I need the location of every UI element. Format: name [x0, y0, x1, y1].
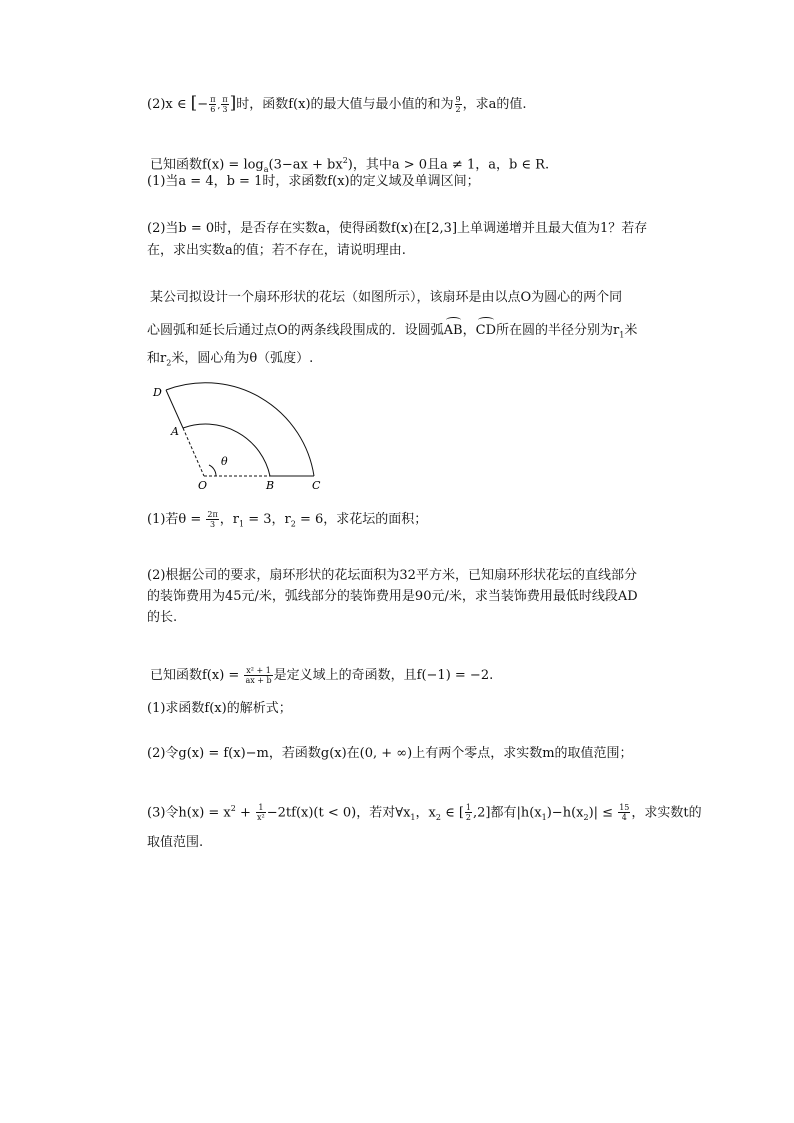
q3-stem-line2 — [147, 322, 637, 345]
q3-stem-line3 — [147, 350, 313, 373]
sector-ring-figure — [145, 380, 335, 495]
arc-ab: AB — [443, 323, 463, 338]
q4-p3-int-den: 2 — [465, 813, 471, 823]
q3-stem-l3a: 和r — [147, 351, 167, 366]
q3-part2-line3: 的长. — [147, 610, 178, 625]
q3-p1-r1sub: 1 — [238, 519, 245, 529]
label-a: A — [171, 425, 179, 438]
q4-p3-c: −2tf(x)(t < 0)，若对∀x — [266, 805, 411, 821]
interval-lo-num: π — [210, 95, 216, 104]
q3-stem-l2a: 心圆弧和延长后通过点O的两条线段围成的．设圆弧 — [147, 323, 444, 338]
dashed-oa — [183, 428, 204, 476]
interval-hi-frac — [221, 95, 228, 114]
q1-prefix: (2)x ∈ — [147, 97, 191, 112]
q3-p1-a: (1)若θ = — [147, 512, 206, 527]
label-o: O — [198, 479, 208, 492]
q4-stem-frac — [244, 666, 272, 685]
q3-stem-line1: 某公司拟设计一个扇环形状的花坛（如图所示），该扇环是由以点O为圆心的两个同 — [150, 290, 623, 305]
q4-p3-g: )−h(x — [546, 805, 584, 821]
q4-p3-i: ，求实数t的 — [631, 805, 702, 821]
inner-arc-ab — [183, 424, 270, 476]
q4-p3-x1sub: 1 — [410, 812, 416, 822]
theta-den: 3 — [210, 520, 216, 529]
label-d: D — [153, 386, 162, 399]
q4-p3-frac-den: x² — [257, 813, 265, 823]
q2-stem-a: 已知函数f(x) = log — [150, 157, 264, 173]
interval-lo-frac — [209, 95, 216, 114]
q2-part1: (1)当a = 4，b = 1时，求函数f(x)的定义域及单调区间； — [147, 174, 480, 189]
theta-frac — [206, 510, 218, 529]
theta-num: 2π — [207, 510, 218, 519]
q3-part2-line2: 的装饰费用为45元/米，弧线部分的装饰费用是90元/米，求当装饰费用最低时线段AD — [147, 589, 638, 604]
interval-close: ] — [229, 93, 237, 113]
sum-den: 2 — [455, 105, 461, 114]
q4-part1: (1)求函数f(x)的解析式； — [147, 701, 292, 716]
q2-part2-line1: (2)当b = 0时，是否存在实数a，使得函数f(x)在[2,3]上单调递增并且最大值为1？若存 — [147, 221, 648, 236]
angle-theta-arc — [209, 465, 216, 476]
q3-part1 — [147, 510, 427, 534]
q4-p3-frac-num: 1 — [256, 803, 266, 813]
q4-p3-e: ∈ [ — [440, 805, 464, 821]
sum-frac — [455, 95, 462, 114]
q4-p3-b: + — [235, 805, 256, 821]
q4-p3-x2sub: 2 — [435, 812, 441, 822]
q3-p1-b: ，r — [219, 512, 239, 527]
q4-stem-a: 已知函数f(x) = — [150, 668, 244, 683]
q3-p1-r2sub: 2 — [290, 519, 296, 529]
q2-stem-c: )，其中a > 0且a ≠ 1，a，b ∈ R. — [347, 157, 550, 173]
q4-p3-f: ,2]都有|h(x — [473, 805, 542, 821]
label-b: B — [266, 479, 275, 492]
label-c: C — [312, 479, 321, 492]
q4-part2: (2)令g(x) = f(x)−m，若函数g(x)在(0, + ∞)上有两个零点，求实数m的取值范围； — [147, 746, 633, 761]
q3-part2-line1: (2)根据公司的要求，扇环形状的花坛面积为32平方米，已知扇环形状花坛的直线部分 — [147, 568, 637, 583]
q1-text-end: ，求a的值. — [462, 97, 527, 112]
segment-ad — [166, 390, 183, 428]
q4-p3-frac2-den: 4 — [621, 813, 627, 823]
q3-stem-l3b: 米，圆心角为θ（弧度）. — [171, 351, 314, 366]
q2-stem-sup: 2 — [342, 156, 348, 165]
q3-p1-d: = 6，求花坛的面积； — [295, 512, 428, 527]
q4-p3-frac2 — [618, 803, 630, 822]
q4-p3-a: (3)令h(x) = x — [147, 805, 231, 821]
q4-p3-h: )| ≤ — [588, 805, 618, 821]
q2-part2-line2: 在，求出实数a的值；若不存在，请说明理由. — [147, 243, 406, 258]
q3-p1-c: = 3，r — [244, 512, 291, 527]
q4-stem-b: 是定义域上的奇函数，且f(−1) = −2. — [273, 668, 494, 683]
q1-part2-line — [147, 94, 527, 115]
q4-part3-line2: 取值范围. — [147, 835, 204, 850]
q4-p3-int-num: 1 — [465, 803, 471, 813]
interval-lo-sign: − — [197, 97, 209, 112]
q1-text-mid: 时，函数f(x)的最大值与最小值的和为 — [236, 97, 454, 112]
q4-p3-int-frac — [465, 803, 472, 822]
r1-sub: 1 — [619, 330, 625, 340]
interval-sep: , — [217, 101, 221, 111]
interval-open: [ — [190, 93, 198, 113]
interval-hi-num: π — [222, 95, 228, 104]
sum-num: 9 — [455, 95, 461, 104]
q2-stem-sub: a — [263, 164, 269, 174]
q4-p3-sup: 2 — [230, 804, 236, 813]
q3-stem-l2c: 米 — [624, 323, 638, 338]
q4-p3-d: ，x — [415, 805, 436, 821]
outer-arc-cd — [166, 383, 314, 476]
label-theta: θ — [221, 455, 228, 468]
q2-stem-b: (3−ax + bx — [268, 157, 343, 173]
q4-p3-x2sub-b: 2 — [583, 812, 589, 822]
q4-p3-frac2-num: 15 — [619, 803, 630, 813]
q4-p3-x1sub-b: 1 — [541, 812, 547, 822]
arc-cd: CD — [475, 323, 497, 338]
q4-stem — [150, 666, 493, 685]
q4-frac-num: x² + 1 — [246, 666, 271, 675]
q4-frac-den: ax + b — [245, 676, 272, 685]
q3-stem-l2b: 所在圆的半径分别为r — [496, 323, 620, 338]
q3-stem-sep: ， — [462, 323, 476, 338]
r2-sub: 2 — [166, 358, 172, 368]
q4-p3-frac — [256, 803, 266, 822]
interval-lo-den: 6 — [210, 105, 216, 114]
q4-part3-line1 — [147, 800, 702, 827]
interval-hi-den: 3 — [222, 105, 228, 114]
